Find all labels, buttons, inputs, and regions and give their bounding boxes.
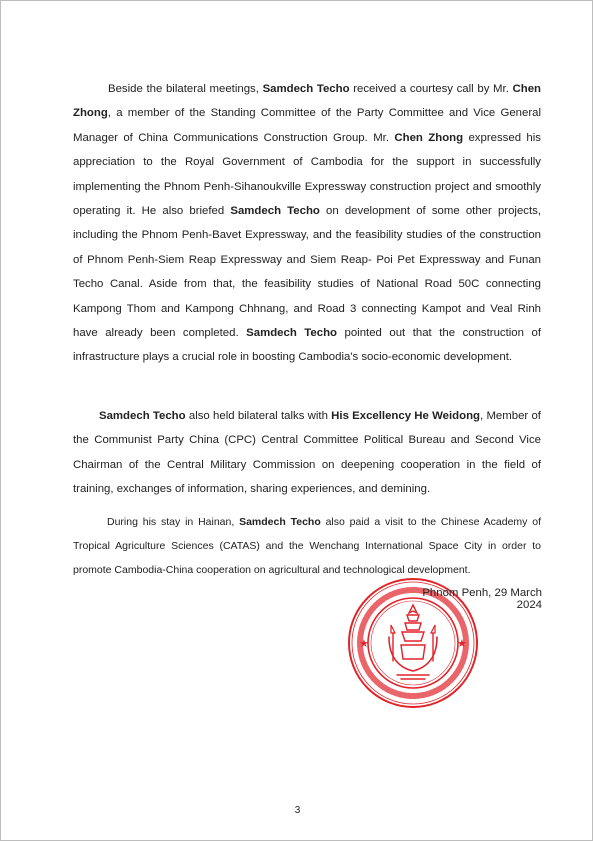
name-samdech-techo: Samdech Techo: [99, 410, 186, 422]
text-span: also paid a visit to the Chinese Academy of Tropical Agriculture Sciences (CATAS) and the Wenchang International Space City in order to promote Cambodia-China cooperation on agricultural and technological development.: [73, 516, 542, 576]
text-span: , a member of the Standing Committee of the Party Committee and Vice General Manager of China Communications Construction Group. Mr.: [73, 107, 541, 144]
paragraph-hainan-visit: [73, 510, 541, 582]
paragraph-bilateral-talks: [73, 404, 541, 502]
text-span: also held bilateral talks with: [185, 410, 332, 422]
text-span: , Member of the Communist Party China (CPC) Central Committee Political Bureau and Second Vice Chairman of the Central Military Commission on deepening cooperation in the field of training, exchanges of information, sharing experiences, and demining.: [73, 410, 541, 496]
name-he-weidong: His Excellency He Weidong: [331, 410, 481, 422]
name-samdech-techo: Samdech Techo: [246, 327, 337, 340]
svg-text:★: ★: [359, 637, 369, 650]
text-span: pointed out that the construction of infrastructure plays a crucial role in boosting Cambodia's socio-economic development.: [73, 327, 541, 364]
name-samdech-techo: Samdech Techo: [262, 83, 350, 95]
text-span: Beside the bilateral meetings,: [108, 83, 263, 95]
name-chen-zhong: Chen Zhong: [73, 83, 541, 120]
text-span: During his stay in Hainan,: [107, 516, 240, 528]
svg-text:★: ★: [457, 637, 467, 650]
name-chen-zhong: Chen Zhong: [394, 131, 464, 144]
paragraph-courtesy-call: [73, 77, 541, 370]
name-samdech-techo: Samdech Techo: [239, 516, 321, 528]
page-number: 3: [294, 805, 301, 816]
name-samdech-techo: Samdech Techo: [230, 205, 320, 218]
text-span: on development of some other projects, including the Phnom Penh-Bavet Expressway, and the feasibility studies of the construction of Phnom Penh-Siem Reap Expressway and Siem Reap- Poi Pet Expressway and Funan Techo Canal. Aside from that, the feasibility studies of National Road 50C connecting Kampong Thom and Kampong Chhnang, and Road 3 connecting Kampot and Veal Rinh have already been completed.: [73, 205, 542, 340]
text-span: received a courtesy call by Mr.: [349, 83, 513, 95]
text-span: expressed his appreciation to the Royal Government of Cambodia for the support in successfully implementing the Phnom Penh-Sihanoukville Expressway construction project and smoothly operating it. He also briefed: [73, 131, 541, 218]
date-line: Phnom Penh, 29 March 2024: [422, 587, 542, 611]
